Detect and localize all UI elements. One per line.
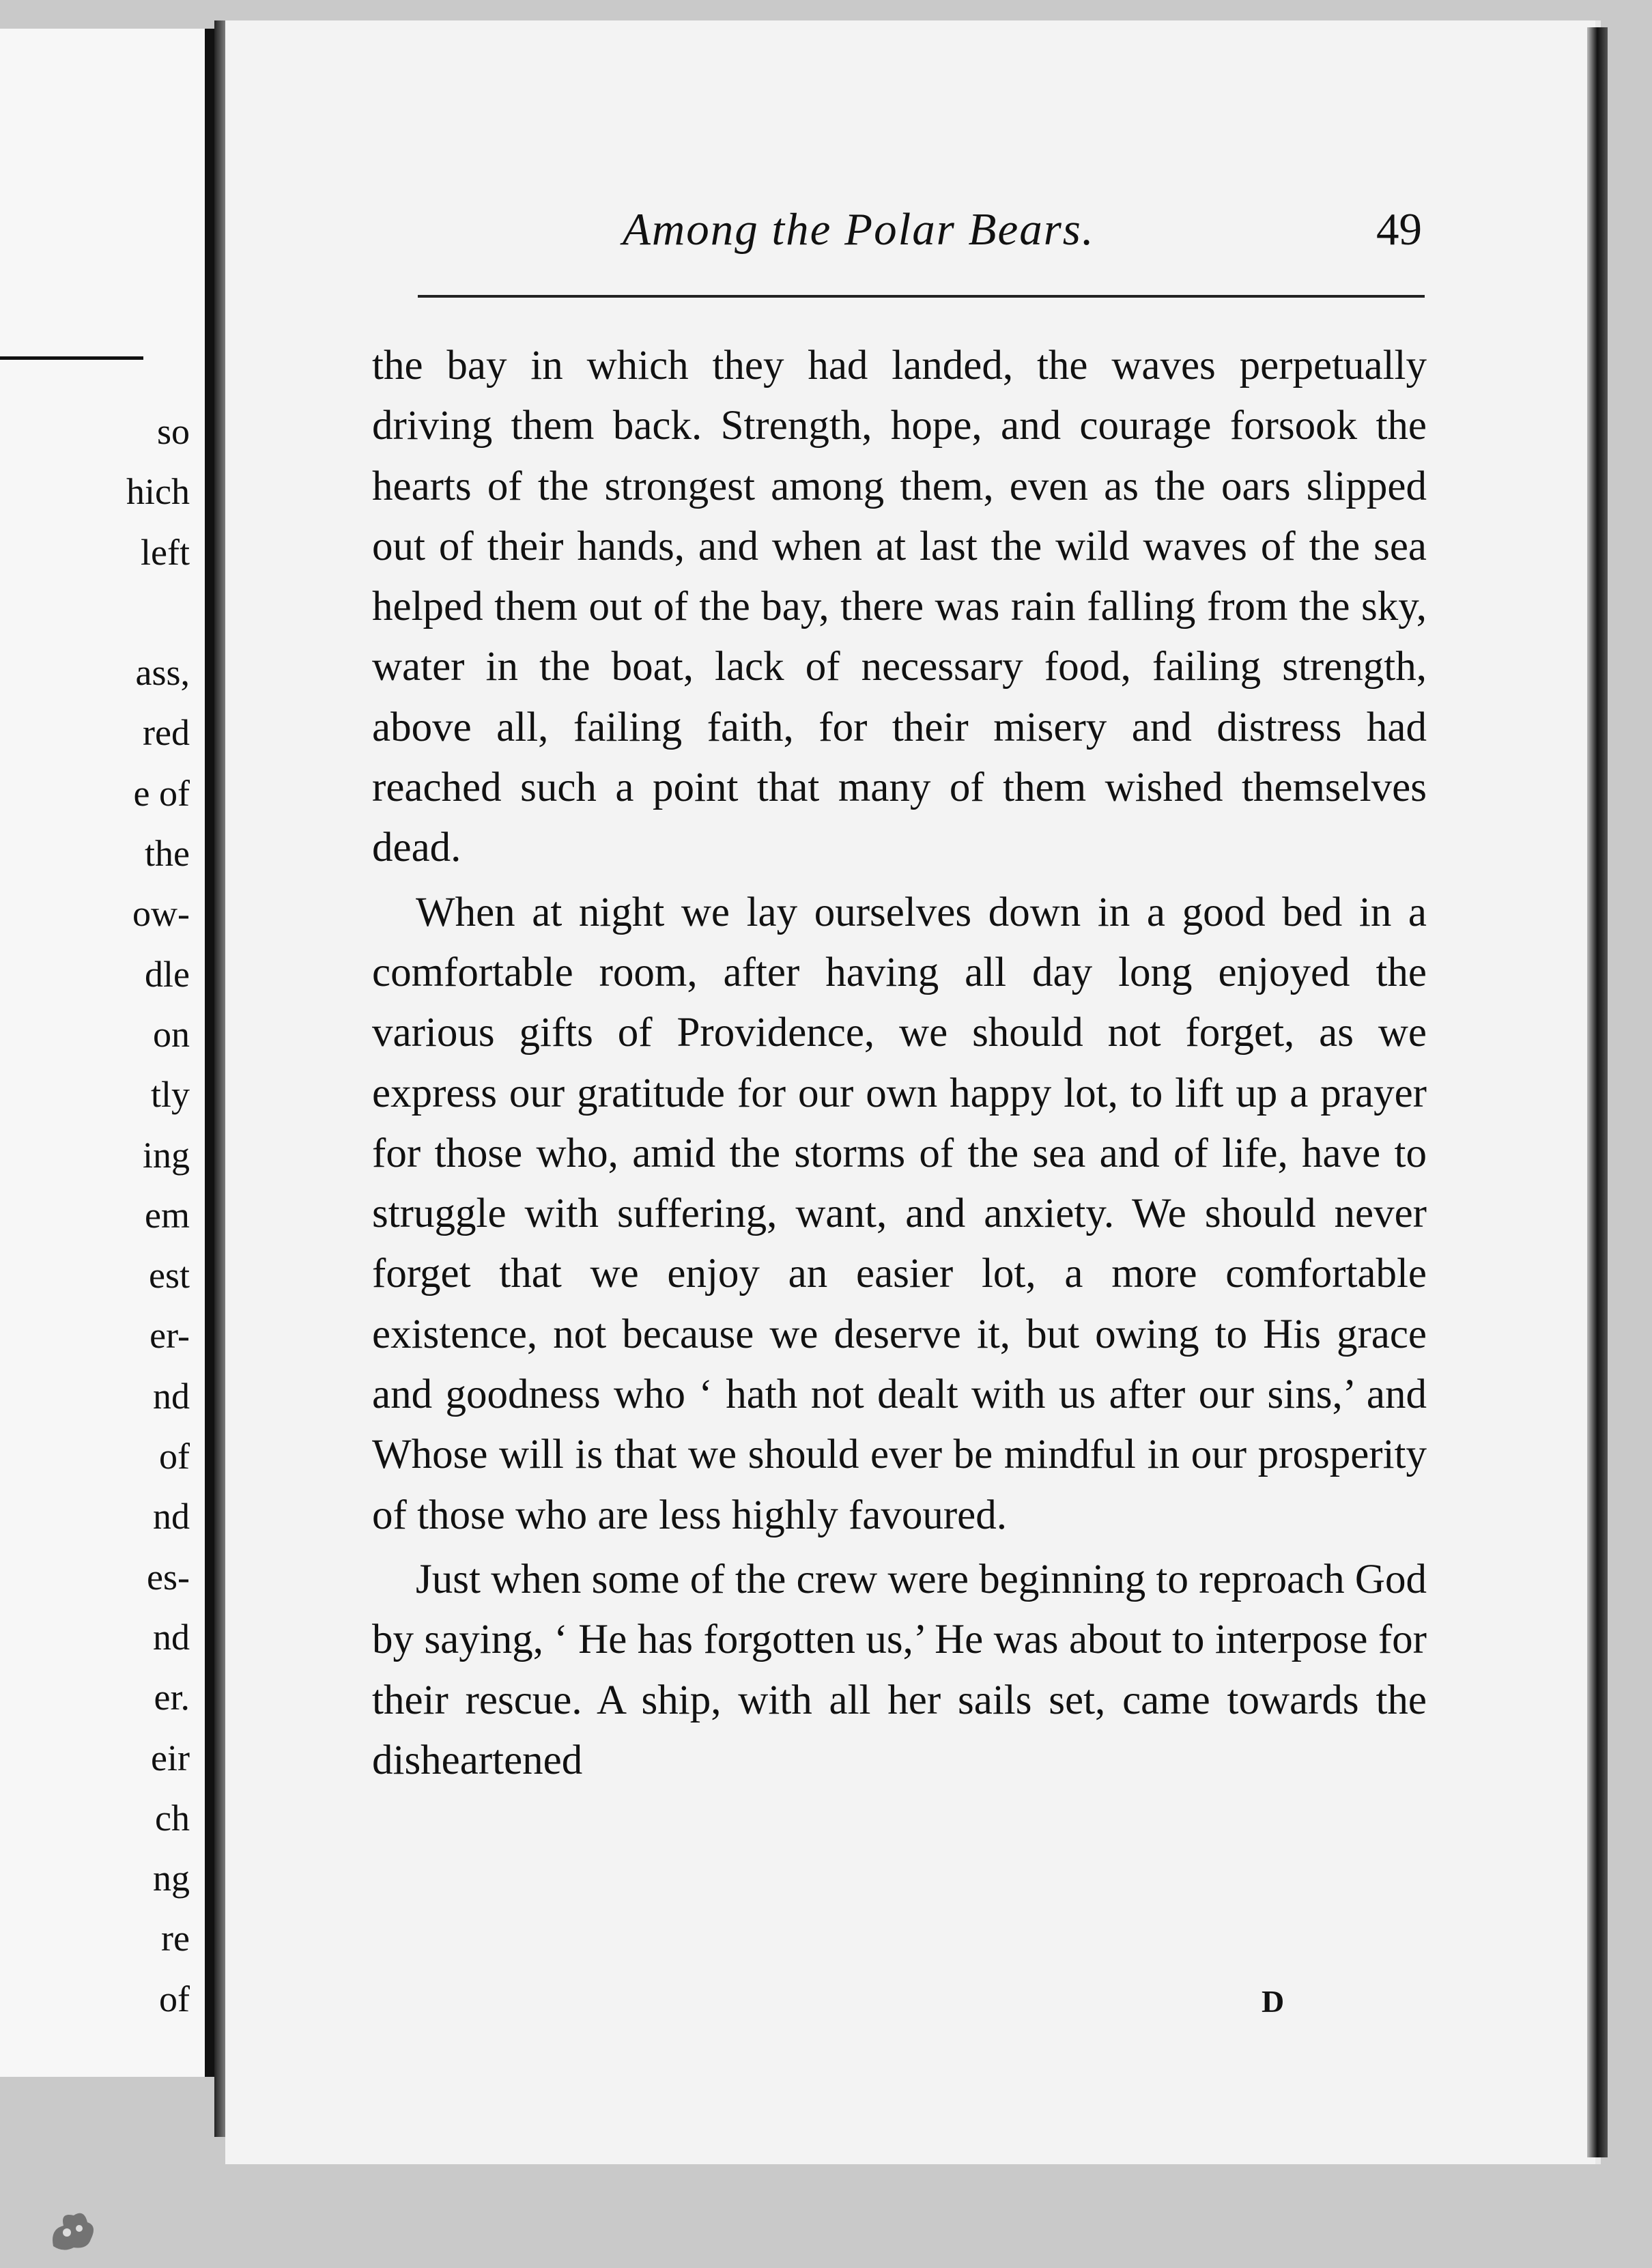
running-head: Among the Polar Bears. — [623, 204, 1095, 255]
left-facing-page — [0, 29, 214, 2077]
left-page-line: of — [159, 1436, 190, 1477]
left-page-line: so — [156, 411, 190, 452]
left-page-line: nd — [153, 1375, 190, 1417]
left-page-line: on — [153, 1013, 190, 1055]
corner-blot-icon — [46, 2205, 101, 2253]
left-page-line: eir — [151, 1737, 190, 1778]
left-page-line: ow- — [132, 893, 190, 935]
left-page-line: hich — [126, 471, 190, 513]
left-page-line: ing — [142, 1134, 190, 1176]
left-page-line: red — [143, 712, 190, 754]
left-page-line: re — [161, 1918, 190, 1959]
page-number: 49 — [1376, 204, 1422, 255]
left-page-text-fragments — [126, 401, 190, 2029]
left-page-line: of — [159, 1978, 190, 2019]
left-page-line: tly — [150, 1074, 190, 1116]
left-page-line: ng — [153, 1858, 190, 1899]
left-page-line: nd — [153, 1616, 190, 1658]
left-page-line: em — [145, 1194, 190, 1236]
signature-mark: D — [1262, 1984, 1285, 2019]
left-page-line: est — [149, 1255, 190, 1296]
left-page-line: es- — [147, 1556, 190, 1598]
left-page-line: er- — [149, 1315, 190, 1357]
left-page-line — [126, 582, 190, 642]
left-page-line: ass, — [135, 652, 190, 694]
left-page-line: ch — [155, 1797, 190, 1839]
left-page-line: nd — [153, 1496, 190, 1537]
header-rule — [418, 295, 1425, 298]
left-page-rule — [0, 356, 143, 360]
paragraph-3: Just when some of the crew were beginning to reproach God by saying, ‘ He has forgotten us,’ He was about to interpose for their rescue. A ship, with all her sails set, came towards the disheartened — [372, 1556, 1427, 1783]
paragraph-1: the bay in which they had landed, the waves perpetually driving them back. Strength, hope, and courage forsook the hearts of the strongest among them, even as the oars slipped out of their hands, and when at last the wild waves of the sea helped them out of the bay, there was rain falling from the sky, water in the boat, lack of necessary food, failing strength, above all, failing faith, for their misery and distress had reached such a point that many of them wished themselves dead. — [372, 343, 1427, 871]
page-edge — [1587, 27, 1608, 2157]
paragraph-2: When at night we lay ourselves down in a good bed in a comfortable room, after having all day long enjoyed the various gifts of Providence, we should not forget, as we express our gratitude for our own happy lot, to lift up a prayer for those who, amid the storms of the sea and of life, have to struggle with suffering, want, and anxiety. We should never forget that we enjoy an easier lot, a more comfortable existence, not because we deserve it, but owing to His grace and goodness who ‘ hath not dealt with us after our sins,’ and Whose will is that we should ever be mindful in our prosperity of those who are less highly favoured. — [372, 889, 1427, 1538]
left-page-line: er. — [154, 1677, 190, 1718]
body-text — [372, 336, 1427, 1795]
left-page-line: the — [145, 833, 190, 875]
left-page-line: left — [141, 531, 190, 573]
left-page-line: dle — [145, 953, 190, 995]
left-page-line: e of — [133, 772, 190, 814]
